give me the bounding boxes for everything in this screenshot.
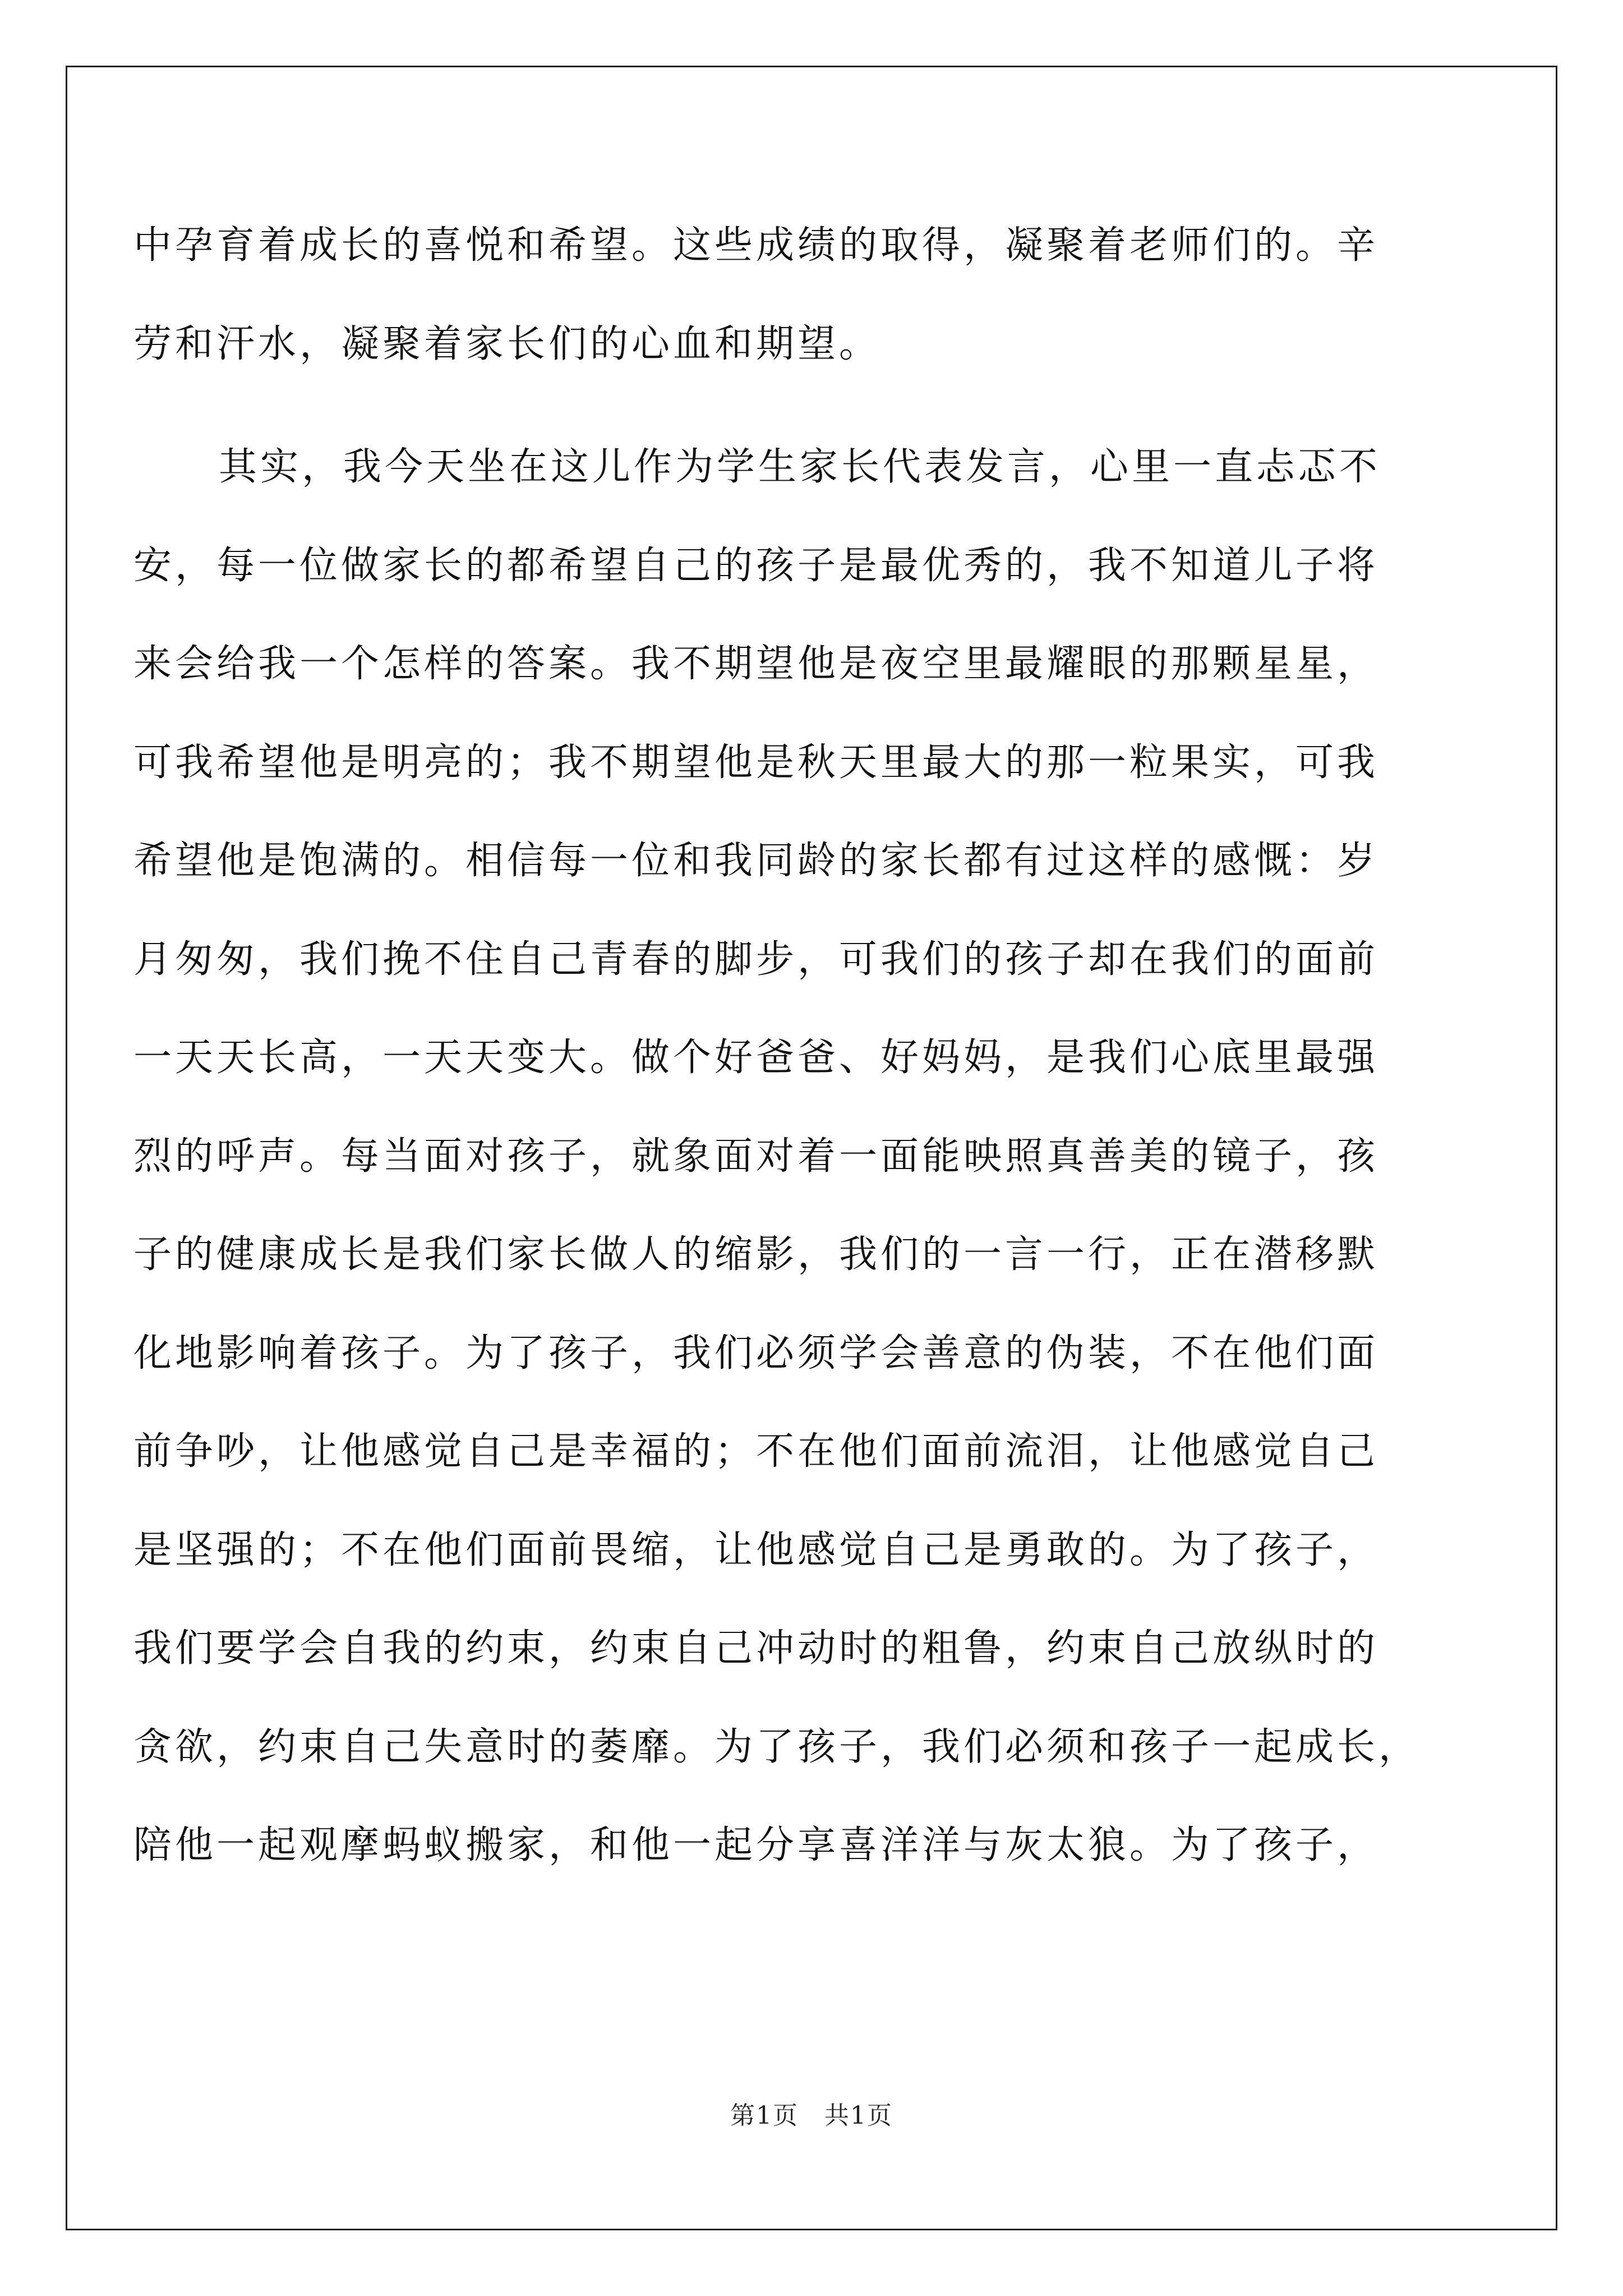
paragraph-2-line-5: 希望他是饱满的。相信每一位和我同龄的家长都有过这样的感慨：岁 bbox=[133, 839, 1379, 883]
paragraph-1-line-1: 中孕育着成长的喜悦和希望。这些成绩的取得，凝聚着老师们的。辛 bbox=[133, 223, 1379, 268]
paragraph-2-line-1: 其实，我今天坐在这儿作为学生家长代表发言，心里一直忐忑不 bbox=[219, 445, 1381, 489]
paragraph-spacing bbox=[133, 393, 1446, 418]
paragraph-2-line-15: 陪他一起观摩蚂蚁搬家，和他一起分享喜洋洋与灰太狼。为了孩子， bbox=[133, 1823, 1379, 1867]
paragraph-2-line-3: 来会给我一个怎样的答案。我不期望他是夜空里最耀眼的那颗星星， bbox=[133, 642, 1379, 686]
paragraph-2-line-8: 烈的呼声。每当面对孩子，就象面对着一面能映照真善美的镜子，孩 bbox=[133, 1134, 1379, 1179]
paragraph-2-line-4: 可我希望他是明亮的；我不期望他是秋天里最大的那一粒果实，可我 bbox=[133, 740, 1379, 785]
paragraph-2-line-13: 我们要学会自我的约束，约束自己冲动时的粗鲁，约束自己放纵时的 bbox=[133, 1626, 1379, 1671]
paragraph-2-line-2: 安，每一位做家长的都希望自己的孩子是最优秀的，我不知道儿子将 bbox=[133, 543, 1379, 588]
paragraph-2-line-9: 子的健康成长是我们家长做人的缩影，我们的一言一行，正在潜移默 bbox=[133, 1232, 1379, 1277]
page-number-footer: 第1页 共1页 bbox=[730, 2101, 893, 2130]
paragraph-2-line-7: 一天天长高，一天天变大。做个好爸爸、好妈妈，是我们心底里最强 bbox=[133, 1036, 1379, 1080]
paragraph-2-line-14: 贪欲，约束自己失意时的萎靡。为了孩子，我们必须和孩子一起成长， bbox=[133, 1724, 1421, 1769]
paragraph-2-line-10: 化地影响着孩子。为了孩子，我们必须学会善意的伪装，不在他们面 bbox=[133, 1331, 1379, 1375]
paragraph-1-line-2: 劳和汗水，凝聚着家长们的心血和期望。 bbox=[133, 321, 881, 366]
paragraph-2-line-6: 月匆匆，我们挽不住自己青春的脚步，可我们的孩子却在我们的面前 bbox=[133, 937, 1379, 982]
document-body bbox=[133, 196, 1446, 1895]
paragraph-2-line-12: 是坚强的；不在他们面前畏缩，让他感觉自己是勇敢的。为了孩子， bbox=[133, 1527, 1379, 1572]
paragraph-2-line-11: 前争吵，让他感觉自己是幸福的；不在他们面前流泪，让他感觉自己 bbox=[133, 1429, 1379, 1474]
